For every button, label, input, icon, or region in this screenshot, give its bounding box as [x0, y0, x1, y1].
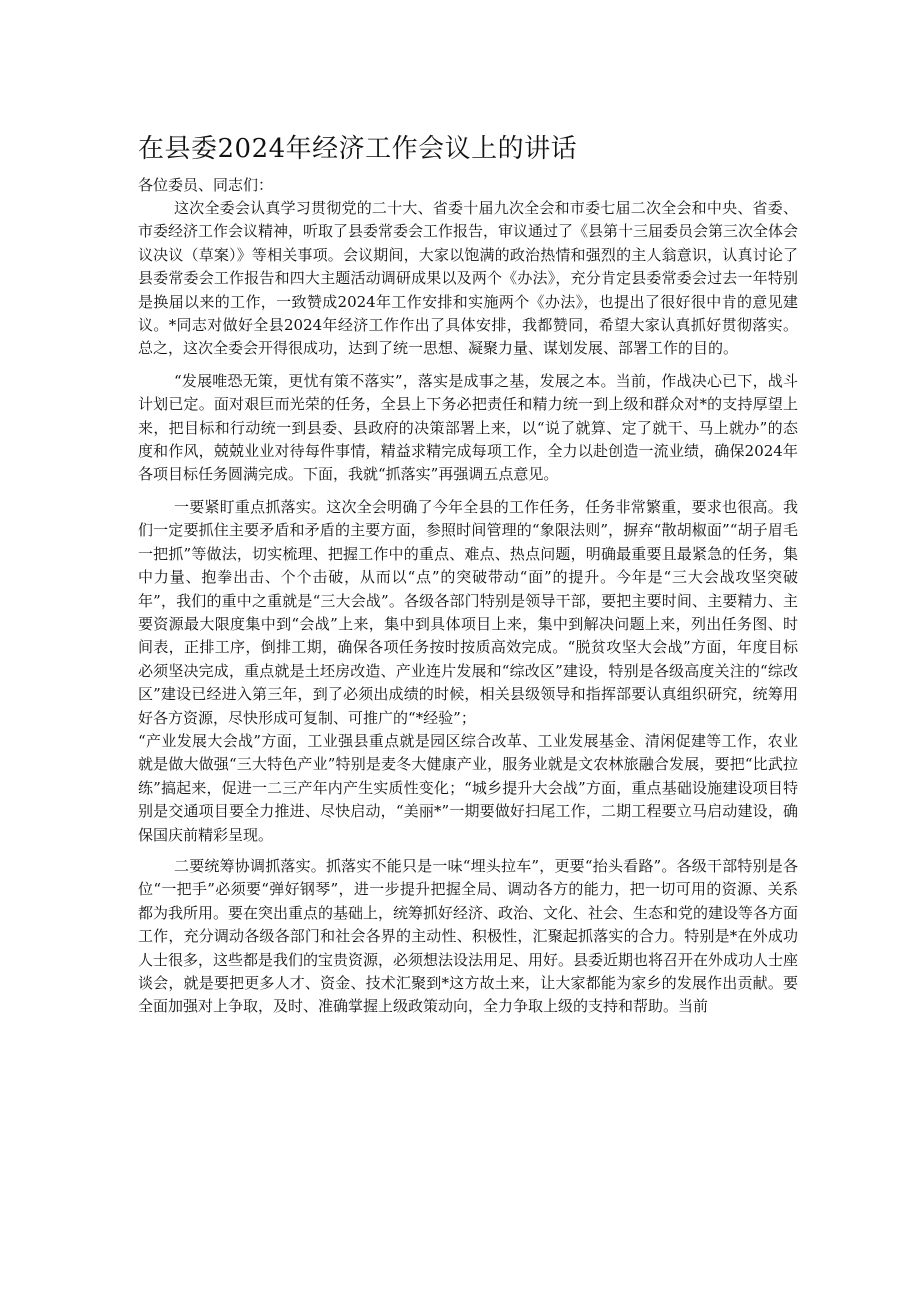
paragraph-point-one-continued: “产业发展大会战”方面，工业强县重点就是园区综合改革、工业发展基金、清闲促建等工作，农业就是做大做强“三大特色产业”特别是麦冬大健康产业，服务业就是文农林旅融合发展，要把“比武拉练”搞起来，促进一二三产年内产生实质性变化；“城乡提升大会战”方面，重点基础设施建设项目特别是交通项目要全力推进、尽快启动，“美丽*”一期要做好扫尾工作，二期工程要立马启动建设，确保国庆前精彩呈现。 — [138, 731, 798, 844]
document-page — [138, 127, 798, 1028]
paragraph-point-two: 二要统筹协调抓落实。抓落实不能只是一味“埋头拉车”，更要“抬头看路”。各级干部特别是各位“一把手”必须要“弹好钢琴”，进一步提升把握全局、调动各方的能力，把一切可用的资源、关系都为我所用。要在突出重点的基础上，统筹抓好经济、政治、文化、社会、生态和党的建设等各方面工作，充分调动各级各部门和社会各界的主动性、积极性，汇聚起抓落实的合力。特别是*在外成功人士很多，这些都是我们的宝贵资源，必须想法设法用足、用好。县委近期也将召开在外成功人士座谈会，就是要把更多人才、资金、技术汇聚到*这方故土来，让大家都能为家乡的发展作出贡献。要全面加强对上争取，及时、准确掌握上级政策动向，全力争取上级的支持和帮助。当前 — [138, 856, 799, 1016]
paragraph-implementation: “发展唯恐无策，更忧有策不落实”，落实是成事之基，发展之本。当前，作战决心已下，战斗计划已定。面对艰巨而光荣的任务，全县上下务必把责任和精力统一到上级和群众对*的支持厚望上来，把目标和行动统一到县委、县政府的决策部署上来，以“说了就算、定了就干、马上就办”的态度和作风，兢兢业业对待每件事情，精益求精完成每项工作，全力以赴创造一流业绩，确保2024年各项目标任务圆满完成。下面，我就“抓落实”再强调五点意见。 — [138, 371, 798, 484]
paragraph-point-one: 一要紧盯重点抓落实。这次全会明确了今年全县的工作任务，任务非常繁重，要求也很高。我们一定要抓住主要矛盾和矛盾的主要方面，参照时间管理的“象限法则”，摒弃“散胡椒面”“胡子眉毛一把抓”等做法，切实梳理、把握工作中的重点、难点、热点问题，明确最重要且最紧急的任务，集中力量、抱拳出击、个个击破，从而以“点”的突破带动“面”的提升。今年是“三大会战攻坚突破年”，我们的重中之重就是“三大会战”。各级各部门特别是领导干部，要把主要时间、主要精力、主要资源最大限度集中到“会战”上来，集中到具体项目上来，集中到解决问题上来，列出任务图、时间表，正排工序，倒排工期，确保各项任务按时按质高效完成。“脱贫攻坚大会战”方面，年度目标必须坚决完成，重点就是土坯房改造、产业连片发展和“综改区”建设，特别是各级高度关注的“综改区”建设已经进入第三年，到了必须出成绩的时候，相关县级领导和指挥部要认真组织研究，统筹用好各方资源，尽快形成可复制、可推广的“*经验”； — [138, 497, 798, 727]
document-title: 在县委2024年经济工作会议上的讲话 — [138, 134, 578, 164]
salutation: 各位委员、同志们： — [138, 176, 274, 194]
paragraph-opening: 这次全委会认真学习贯彻党的二十大、省委十届九次全会和市委七届二次全会和中央、省委、市委经济工作会议精神，听取了县委常委会工作报告，审议通过了《县第十三届委员会第三次全体会议决议（草案）》等相关事项。会议期间，大家以饱满的政治热情和强烈的主人翁意识，认真讨论了县委常委会工作报告和四大主题活动调研成果以及两个《办法》，充分肯定县委常委会过去一年特别是换届以来的工作，一致赞成2024年工作安排和实施两个《办法》，也提出了很好很中肯的意见建议。*同志对做好全县2024年经济工作作出了具体安排，我都赞同，希望大家认真抓好贯彻落实。总之，这次全委会开得很成功，达到了统一思想、凝聚力量、谋划发展、部署工作的目的。 — [138, 199, 799, 358]
